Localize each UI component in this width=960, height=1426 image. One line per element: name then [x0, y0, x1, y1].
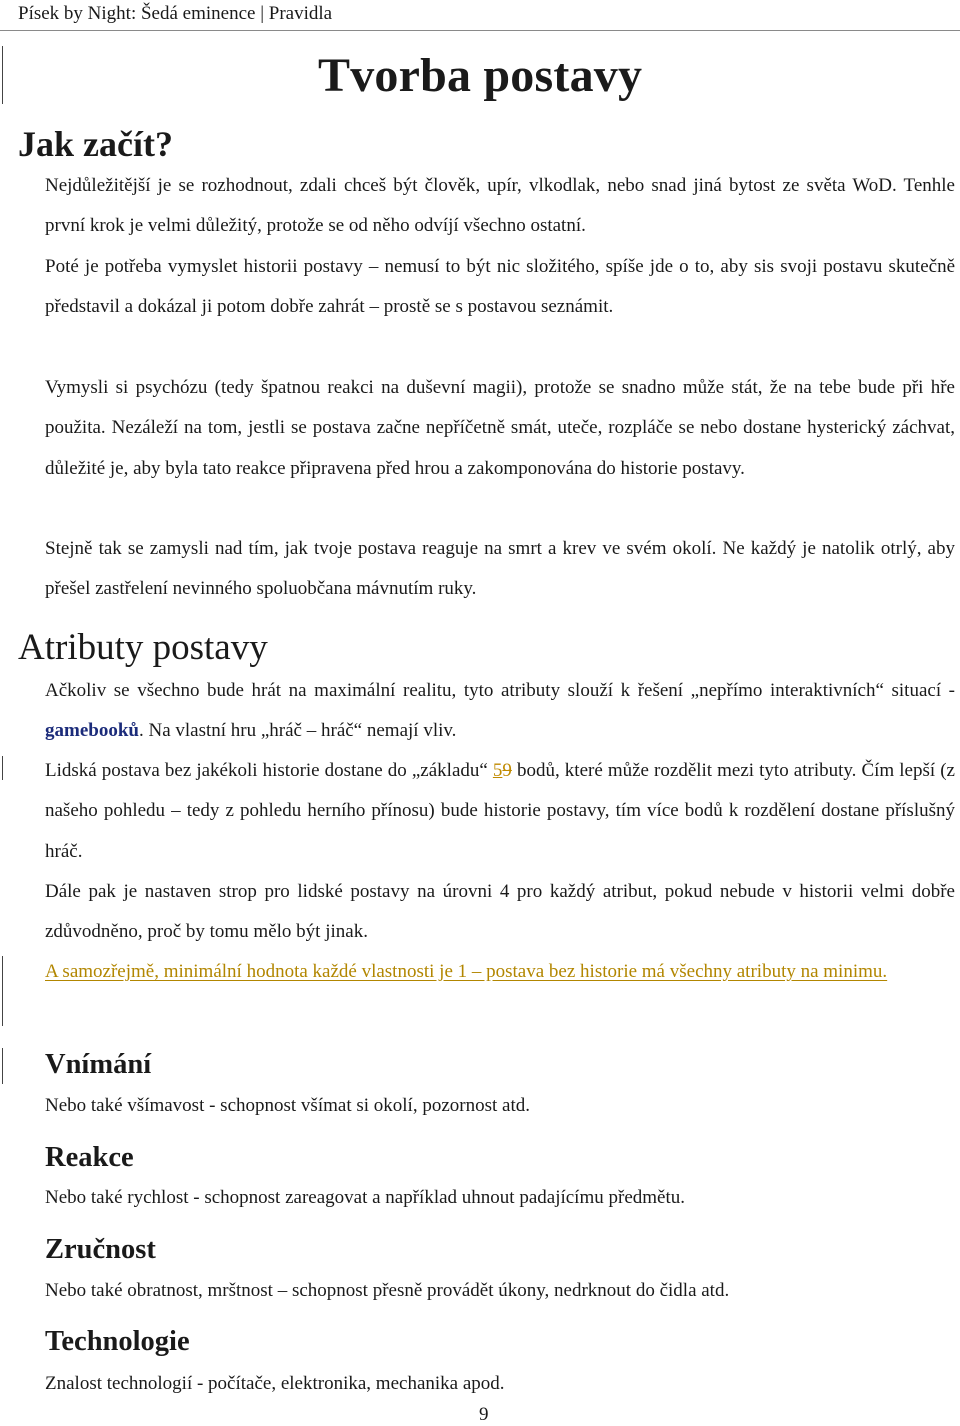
gamebook-term: gamebooků	[45, 720, 139, 742]
attribute-name: Reakce	[45, 1142, 134, 1173]
inserted-value: 5	[492, 760, 503, 781]
paragraph-psychosis: Vymysli si psychózu (tedy špatnou reakci na duševní magii), protože se snadno může stát, že na tebe bude při hře použita. Nezáleží na tom, jestli se postava začne nepříčetně smát, uteče, rozpláče se nebo dostane hysterický záchvat, důležité je, aby byla tato reakce připravena před hrou a zakomponována do historie postavy.	[45, 377, 955, 479]
change-bar	[2, 1048, 3, 1084]
page-title: Tvorba postavy	[318, 49, 643, 102]
paragraph-text: Lidská postava bez jakékoli historie dostane do „základu“	[45, 760, 493, 781]
running-header: Písek by Night: Šedá eminence | Pravidla	[18, 3, 333, 24]
change-bar	[2, 756, 3, 780]
header-divider	[0, 30, 960, 31]
attribute-name: Zručnost	[45, 1234, 156, 1265]
attribute-description: Nebo také rychlost - schopnost zareagovat a například uhnout padajícímu předmětu.	[45, 1187, 685, 1208]
section-heading-jak-zacit: Jak začít?	[18, 124, 173, 164]
attribute-name: Technologie	[45, 1326, 190, 1357]
attribute-description: Znalost technologií - počítače, elektronika, mechanika apod.	[45, 1373, 505, 1394]
attribute-name: Vnímání	[45, 1049, 152, 1080]
page-number: 9	[479, 1404, 489, 1425]
change-bar	[2, 956, 3, 1026]
deleted-value: 9	[502, 760, 512, 781]
paragraph-intro: Nejdůležitější je se rozhodnout, zdali chceš být člověk, upír, vlkodlak, nebo snad jiná bytost ze světa WoD. Tenhle první krok je velmi důležitý, protože se od něho odvíjí všechno ostatní.	[45, 175, 955, 237]
attribute-description: Nebo také obratnost, mrštnost – schopnost přesně provádět úkony, nedrknout do čidla atd.	[45, 1280, 730, 1301]
paragraph-history: Poté je potřeba vymyslet historii postavy – nemusí to být nic složitého, spíše jde o to, aby sis svoji postavu skutečně představil a dokázal ji potom dobře zahrát – prostě se s postavou seznámit.	[45, 256, 955, 318]
paragraph-attributes-purpose	[45, 671, 955, 752]
paragraph-blood-reaction: Stejně tak se zamysli nad tím, jak tvoje postava reaguje na smrt a krev ve svém okolí. Ne každý je natolik otrlý, aby přešel zastřelení nevinného spoluobčana mávnutím ruky.	[45, 538, 955, 600]
paragraph-points	[45, 751, 955, 872]
paragraph-attribute-cap: Dále pak je nastaven strop pro lidské postavy na úrovni 4 pro každý atribut, pokud nebude v historii velmi dobře zdůvodněno, proč by tomu mělo být jinak.	[45, 881, 955, 943]
paragraph-text: bodů, které může rozdělit mezi tyto atributy. Čím lepší (z našeho pohledu – tedy z pohledu herního přínosu) bude historie postavy, tím více bodů k rozdělení dostane příslušný hráč.	[45, 760, 955, 862]
paragraph-text: . Na vlastní hru „hráč – hráč“ nemají vliv.	[138, 720, 457, 742]
attribute-description: Nebo také všímavost - schopnost všímat si okolí, pozornost atd.	[45, 1095, 530, 1116]
paragraph-text: Ačkoliv se všechno bude hrát na maximální realitu, tyto atributy slouží k řešení „nepřímo interaktivních“ situací -	[45, 680, 955, 701]
section-heading-atributy: Atributy postavy	[18, 627, 268, 668]
paragraph-minimum-value: A samozřejmě, minimální hodnota každé vlastnosti je 1 – postava bez historie má všechny atributy na minimu.	[45, 961, 888, 982]
change-bar	[2, 46, 3, 104]
